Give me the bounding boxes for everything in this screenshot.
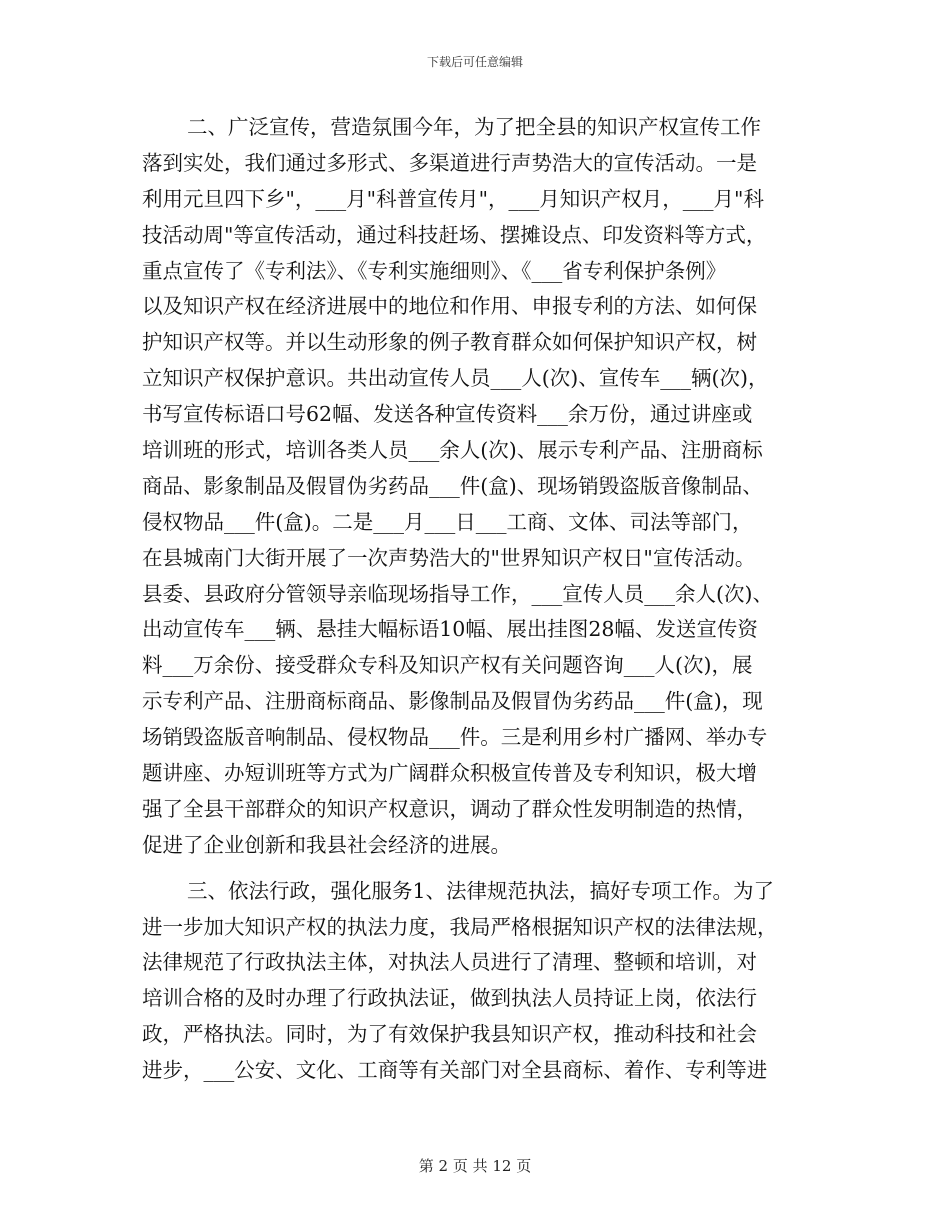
text-line: 培训班的形式，培训各类人员___余人(次)、展示专利产品、注册商标 xyxy=(142,438,763,463)
text-line: 三、依法行政，强化服务1、法律规范执法，搞好专项工作。为了 xyxy=(187,878,775,903)
text-line: 进步，___公安、文化、工商等有关部门对全县商标、着作、专利等进 xyxy=(142,1058,768,1083)
page-header: 下载后可任意编辑 xyxy=(426,55,523,69)
text-line: 以及知识产权在经济进展中的地位和作用、申报专利的方法、如何保 xyxy=(142,294,757,319)
text-line: 出动宣传车___辆、悬挂大幅标语10幅、展出挂图28幅、发送宣传资 xyxy=(142,617,758,642)
text-line: 书写宣传标语口号62幅、发送各种宣传资料___余万份，通过讲座或 xyxy=(142,402,753,427)
text-line: 政，严格执法。同时，为了有效保护我县知识产权，推动科技和社会 xyxy=(142,1022,757,1047)
text-line: 培训合格的及时办理了行政执法证，做到执法人员持证上岗，依法行 xyxy=(142,986,757,1011)
text-line: 强了全县干部群众的知识产权意识，调动了群众性发明制造的热情， xyxy=(142,796,757,821)
text-line: 利用元旦四下乡"，___月"科普宣传月"，___月知识产权月，___月"科 xyxy=(142,186,764,211)
text-line: 二、广泛宣传，营造氛围今年，为了把全县的知识产权宣传工作 xyxy=(187,115,761,139)
text-line: 护知识产权等。并以生动形象的例子教育群众如何保护知识产权，树 xyxy=(142,330,757,355)
document-body xyxy=(142,110,812,1089)
text-line: 进一步加大知识产权的执法力度，我局严格根据知识产权的法律法规， xyxy=(142,914,778,939)
paragraph-law-enforcement xyxy=(142,874,812,1089)
paragraph-publicity xyxy=(142,110,812,864)
text-line: 题讲座、办短训班等方式为广阔群众积极宣传普及专利知识，极大增 xyxy=(142,761,757,786)
page-footer: 第 2 页 共 12 页 xyxy=(418,1157,532,1175)
text-line: 示专利产品、注册商标商品、影像制品及假冒伪劣药品___件(盒)，现 xyxy=(142,689,763,714)
text-line: 落到实处，我们通过多形式、多渠道进行声势浩大的宣传活动。一是 xyxy=(142,150,757,175)
text-line: 商品、影象制品及假冒伪劣药品___件(盒)、现场销毁盗版音像制品、 xyxy=(142,473,763,498)
text-line: 促进了企业创新和我县社会经济的进展。 xyxy=(142,832,511,857)
text-line: 重点宣传了《专利法》、《专利实施细则》、《___省专利保护条例》 xyxy=(142,258,727,283)
text-line: 在县城南门大街开展了一次声势浩大的"世界知识产权日"宣传活动。 xyxy=(142,545,756,570)
text-line: 技活动周"等宣传活动，通过科技赶场、摆摊设点、印发资料等方式， xyxy=(142,222,767,247)
text-line: 县委、县政府分管领导亲临现场指导工作，___宣传人员___余人(次)、 xyxy=(142,581,773,606)
text-line: 料___万余份、接受群众专科及知识产权有关问题咨询___人(次)，展 xyxy=(142,653,753,678)
text-line: 立知识产权保护意识。共出动宣传人员___人(次)、宣传车___辆(次)， xyxy=(142,366,769,391)
text-line: 侵权物品___件(盒)。二是___月___日___工商、文体、司法等部门， xyxy=(142,509,753,534)
text-line: 法律规范了行政执法主体，对执法人员进行了清理、整顿和培训，对 xyxy=(142,950,757,975)
text-line: 场销毁盗版音响制品、侵权物品___件。三是利用乡村广播网、举办专 xyxy=(142,725,768,750)
